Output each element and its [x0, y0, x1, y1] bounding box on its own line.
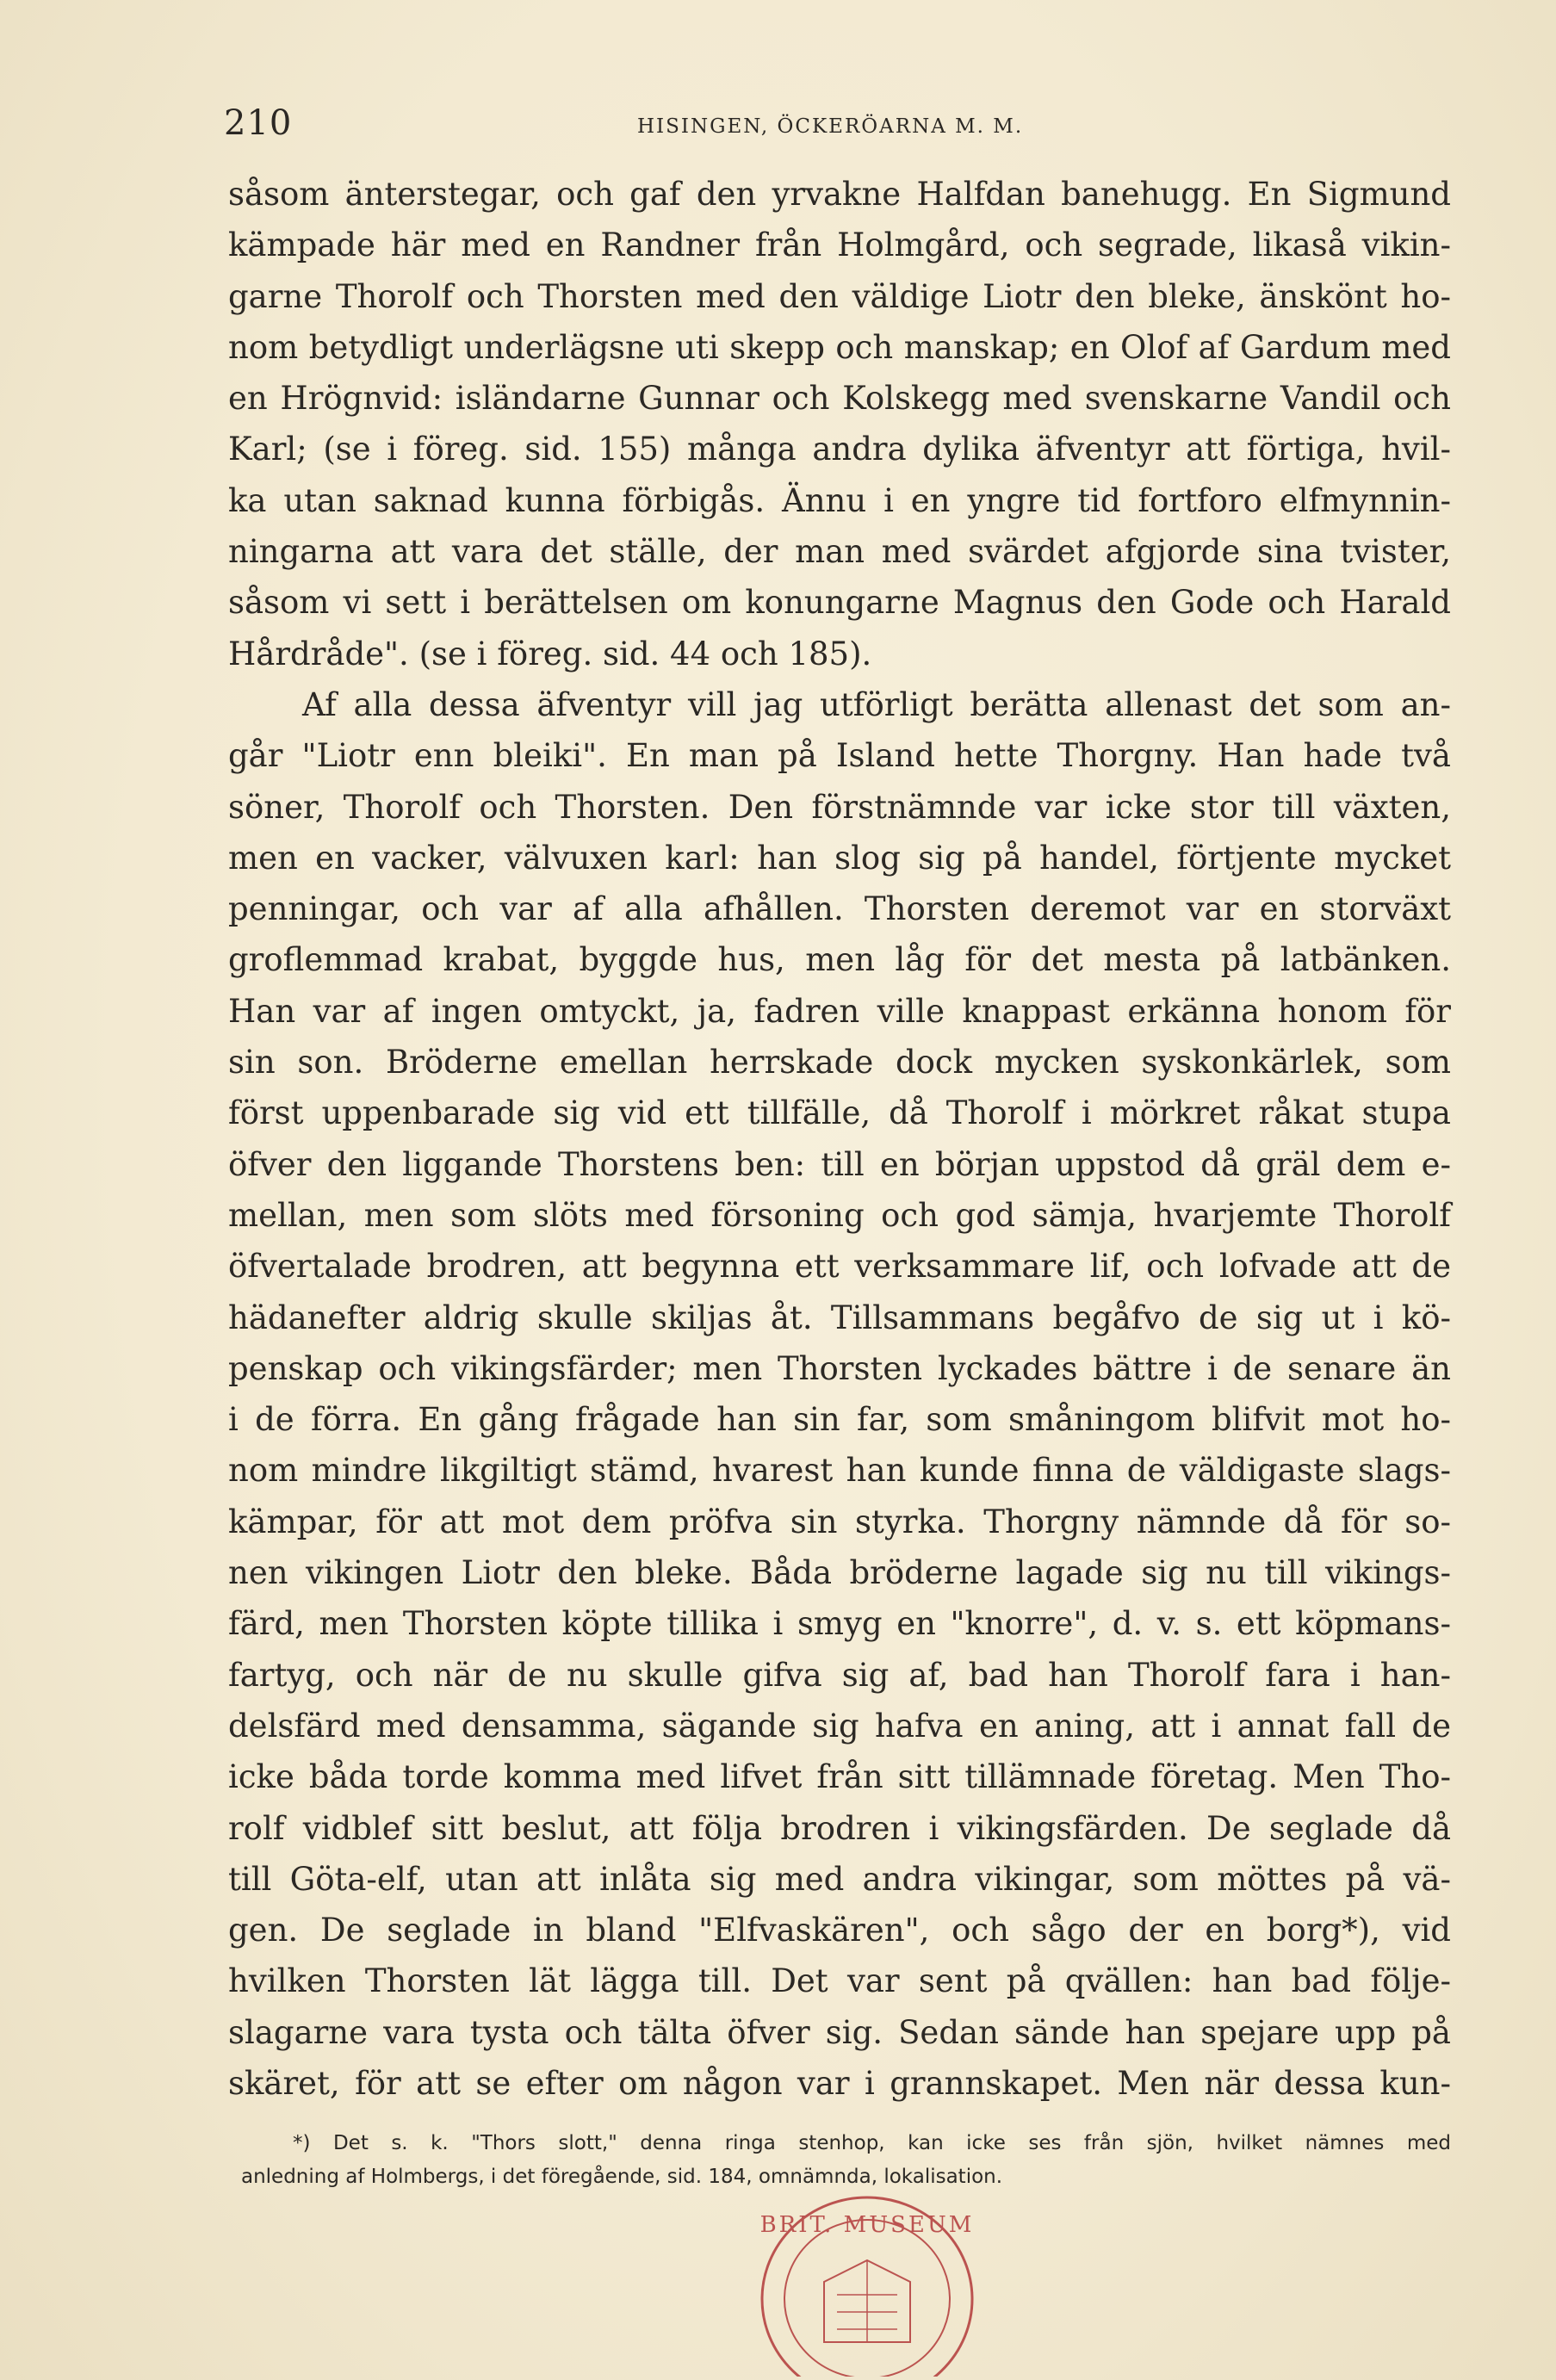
- text-line: gen. De seglade in bland "Elfvaskären", och sågo der en borg*), vid: [228, 1912, 1451, 1949]
- text-line: hädanefter aldrig skulle skiljas åt. Tillsammans begåfvo de sig ut i kö-: [228, 1298, 1451, 1336]
- text-line: söner, Thorolf och Thorsten. Den förstnämnde var icke stor till växten,: [228, 788, 1451, 826]
- text-line: Hårdråde". (se i föreg. sid. 44 och 185).: [228, 635, 872, 672]
- text-line: nen vikingen Liotr den bleke. Båda bröderne lagade sig nu till vikings-: [228, 1554, 1451, 1592]
- text-line: går "Liotr enn bleiki". En man på Island hette Thorgny. Han hade två: [228, 737, 1451, 775]
- text-line: delsfärd med densamma, sägande sig hafva en aning, att i annat fall de: [228, 1707, 1451, 1745]
- page-header: [224, 103, 1464, 155]
- text-line: öfver den liggande Thorstens ben: till en början uppstod då gräl dem e-: [228, 1145, 1451, 1183]
- text-line: skäret, för att se efter om någon var i grannskapet. Men när dessa kun-: [228, 2064, 1451, 2102]
- text-line: groflemmad krabat, byggde hus, men låg för det mesta på latbänken.: [228, 941, 1451, 979]
- text-line: Karl; (se i föreg. sid. 155) många andra dylika äfventyr att förtiga, hvil-: [228, 431, 1451, 468]
- text-line: icke båda torde komma med lifvet från sitt tillämnade företag. Men Tho-: [228, 1758, 1451, 1796]
- text-line: fartyg, och när de nu skulle gifva sig af, bad han Thorolf fara i han-: [228, 1656, 1451, 1694]
- stamp-text: BRIT. MUSEUM: [759, 2212, 975, 2238]
- text-line: en Hrögnvid: isländarne Gunnar och Kolskegg med svenskarne Vandil och: [228, 380, 1451, 418]
- text-line: kämpade här med en Randner från Holmgård, och segrade, likaså vikin-: [228, 226, 1451, 264]
- text-line: nom mindre likgiltigt stämd, hvarest han kunde finna de väldigaste slags-: [228, 1452, 1451, 1490]
- text-line: till Göta-elf, utan att inlåta sig med andra vikingar, som möttes på vä-: [228, 1860, 1451, 1898]
- text-line: först uppenbarade sig vid ett tillfälle, då Thorolf i mörkret råkat stupa: [228, 1094, 1451, 1132]
- text-line: ningarna att vara det ställe, der man med svärdet afgjorde sina tvister,: [228, 533, 1451, 571]
- body-text: [228, 169, 1451, 2109]
- text-line: såsom änterstegar, och gaf den yrvakne Halfdan banehugg. En Sigmund: [228, 176, 1451, 213]
- text-line: rolf vidblef sitt beslut, att följa brodren i vikingsfärden. De seglade då: [228, 1809, 1451, 1847]
- library-stamp: [742, 2179, 992, 2377]
- text-line: nom betydligt underlägsne uti skepp och manskap; en Olof af Gardum med: [228, 328, 1451, 366]
- text-line: penningar, och var af alla afhållen. Thorsten deremot var en storväxt: [228, 890, 1451, 928]
- text-line: kämpar, för att mot dem pröfva sin styrka. Thorgny nämnde då för so-: [228, 1503, 1451, 1540]
- text-line: ka utan saknad kunna förbigås. Ännu i en yngre tid fortforo elfmynnin-: [228, 481, 1451, 519]
- text-line: i de förra. En gång frågade han sin far, som småningom blifvit mot ho-: [228, 1401, 1451, 1439]
- text-line: hvilken Thorsten lät lägga till. Det var sent på qvällen: han bad följe-: [228, 1962, 1451, 2000]
- text-line: slagarne vara tysta och tälta öfver sig. Sedan sände han spejare upp på: [228, 2013, 1451, 2051]
- footnote-line: anledning af Holmbergs, i det föregående, sid. 184, omnämnda, lokalisation.: [241, 2166, 1003, 2188]
- paragraph-start-line: Af alla dessa äfventyr vill jag utförligt berätta allenast det som an-: [302, 685, 1451, 723]
- page-number: 210: [224, 103, 293, 143]
- text-line: men en vacker, välvuxen karl: han slog sig på handel, förtjente mycket: [228, 839, 1451, 877]
- text-line: penskap och vikingsfärder; men Thorsten lyckades bättre i de senare än: [228, 1349, 1451, 1387]
- text-line: sin son. Bröderne emellan herrskade dock mycken syskonkärlek, som: [228, 1044, 1451, 1082]
- text-line: öfvertalade brodren, att begynna ett verksammare lif, och lofvade att de: [228, 1248, 1451, 1286]
- footnote-line: *) Det s. k. "Thors slott," denna ringa stenhop, kan icke ses från sjön, hvilket nämnes med: [293, 2132, 1451, 2154]
- text-line: garne Thorolf och Thorsten med den väldige Liotr den bleke, änskönt ho-: [228, 277, 1451, 315]
- text-line: färd, men Thorsten köpte tillika i smyg en "knorre", d. v. s. ett köpmans-: [228, 1605, 1451, 1643]
- text-line: mellan, men som slöts med försoning och god sämja, hvarjemte Thorolf: [228, 1196, 1451, 1234]
- text-line: Han var af ingen omtyckt, ja, fadren ville knappast erkänna honom för: [228, 992, 1451, 1030]
- running-head: HISINGEN, ÖCKERÖARNA M. M.: [637, 115, 1024, 138]
- text-line: såsom vi sett i berättelsen om konungarne Magnus den Gode och Harald: [228, 584, 1451, 622]
